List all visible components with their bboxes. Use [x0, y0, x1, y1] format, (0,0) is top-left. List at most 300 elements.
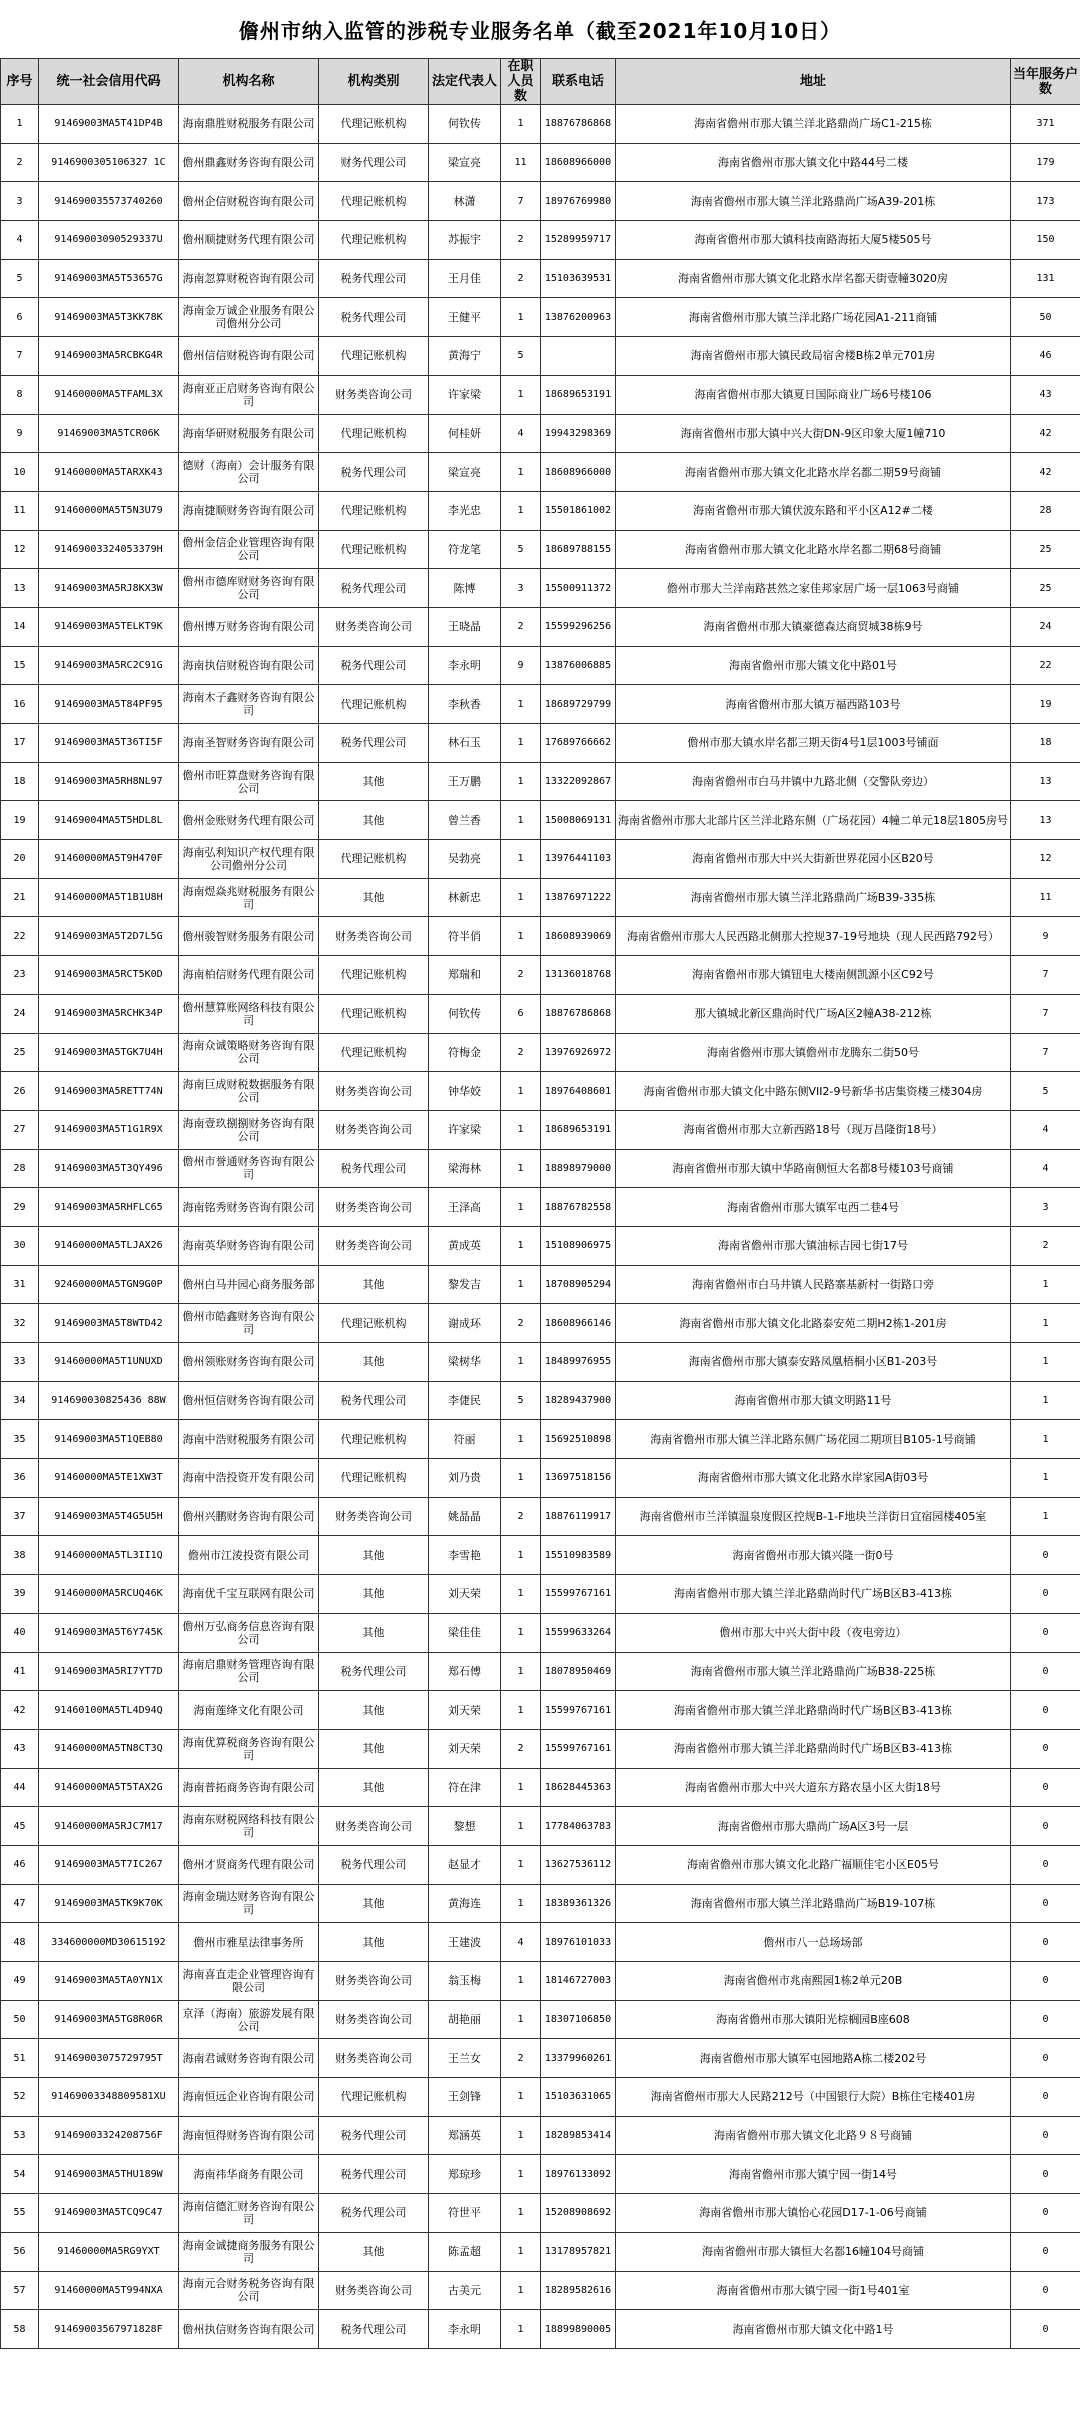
phone-cell: 18876119917 — [541, 1497, 616, 1536]
legal-rep-cell: 梁海林 — [429, 1149, 501, 1188]
col-legal-rep-header: 法定代表人 — [429, 59, 501, 105]
staff-count-cell: 1 — [501, 491, 541, 530]
address-cell: 海南省儋州市那大镇兰洋北路广场花园A1-211商铺 — [616, 298, 1011, 337]
org-name-cell: 海南恒远企业咨询有限公司 — [179, 2078, 319, 2117]
org-type-cell: 代理记账机构 — [319, 1304, 429, 1343]
org-name-cell: 儋州金信企业管理咨询有限公司 — [179, 530, 319, 569]
address-cell: 海南省儋州市那大北部片区兰洋北路东侧（广场花园）4幢二单元18层1805房号 — [616, 801, 1011, 840]
legal-rep-cell: 王建波 — [429, 1923, 501, 1962]
phone-cell: 13697518156 — [541, 1459, 616, 1498]
phone-cell: 18876782558 — [541, 1188, 616, 1227]
org-name-cell: 儋州万弘商务信息咨询有限公司 — [179, 1613, 319, 1652]
address-cell: 海南省儋州市那大中兴大道东方路农垦小区大街18号 — [616, 1768, 1011, 1807]
row-index-cell: 40 — [1, 1613, 39, 1652]
legal-rep-cell: 何钦传 — [429, 105, 501, 144]
table-row — [1, 2155, 1080, 2194]
staff-count-cell: 1 — [501, 1575, 541, 1614]
staff-count-cell: 1 — [501, 1884, 541, 1923]
phone-cell: 18689653191 — [541, 375, 616, 414]
credit-code-cell: 91469003090529337U — [39, 221, 179, 260]
table-row — [1, 1226, 1080, 1265]
org-type-cell: 其他 — [319, 1613, 429, 1652]
staff-count-cell: 1 — [501, 375, 541, 414]
table-row — [1, 1381, 1080, 1420]
credit-code-cell: 91469003MA5RETT74N — [39, 1072, 179, 1111]
staff-count-cell: 2 — [501, 1729, 541, 1768]
org-name-cell: 儋州市德库财财务咨询有限公司 — [179, 569, 319, 608]
staff-count-cell: 1 — [501, 2116, 541, 2155]
sheet-title: 儋州市纳入监管的涉税专业服务名单（截至2021年10月10日） — [0, 0, 1080, 59]
staff-count-cell: 1 — [501, 2232, 541, 2271]
address-cell: 海南省儋州市那大镇中华路南侧恒大名都8号楼103号商铺 — [616, 1149, 1011, 1188]
service-count-cell: 0 — [1011, 1962, 1080, 2001]
table-row — [1, 1768, 1080, 1807]
table-row — [1, 182, 1080, 221]
address-cell: 海南省儋州市那大镇民政局宿舍楼B栋2单元701房 — [616, 337, 1011, 376]
service-count-cell: 5 — [1011, 1072, 1080, 1111]
phone-cell: 13976441103 — [541, 840, 616, 879]
row-index-cell: 6 — [1, 298, 39, 337]
table-row — [1, 2194, 1080, 2233]
table-body — [1, 105, 1080, 2349]
phone-cell: 13876971222 — [541, 878, 616, 917]
service-count-cell: 371 — [1011, 105, 1080, 144]
address-cell: 海南省儋州市那大镇阳光棕榈园B座608 — [616, 2000, 1011, 2039]
address-cell: 海南省儋州市那大镇油标吉园七街17号 — [616, 1226, 1011, 1265]
legal-rep-cell: 郑琼珍 — [429, 2155, 501, 2194]
table-row — [1, 607, 1080, 646]
service-count-cell: 0 — [1011, 1729, 1080, 1768]
org-name-cell: 海南英华财务咨询有限公司 — [179, 1226, 319, 1265]
org-type-cell: 财务类咨询公司 — [319, 1072, 429, 1111]
table-row — [1, 143, 1080, 182]
legal-rep-cell: 林潇 — [429, 182, 501, 221]
phone-cell: 18876786868 — [541, 994, 616, 1033]
table-row — [1, 1072, 1080, 1111]
org-name-cell: 海南柏信财务代理有限公司 — [179, 956, 319, 995]
credit-code-cell: 91469003MA5TG8R06R — [39, 2000, 179, 2039]
credit-code-cell: 91469003MA5TK9K70K — [39, 1884, 179, 1923]
address-cell: 海南省儋州市那大镇恒大名都16幢104号商铺 — [616, 2232, 1011, 2271]
org-type-cell: 代理记账机构 — [319, 1459, 429, 1498]
credit-code-cell: 91460000MA5TARXK43 — [39, 453, 179, 492]
org-type-cell: 代理记账机构 — [319, 956, 429, 995]
org-name-cell: 儋州金账财务代理有限公司 — [179, 801, 319, 840]
legal-rep-cell: 陈博 — [429, 569, 501, 608]
row-index-cell: 44 — [1, 1768, 39, 1807]
legal-rep-cell: 王万鹏 — [429, 762, 501, 801]
address-cell: 海南省儋州市白马井镇中九路北侧（交警队旁边） — [616, 762, 1011, 801]
credit-code-cell: 91469003348809581XU — [39, 2078, 179, 2117]
table-row — [1, 105, 1080, 144]
credit-code-cell: 91460000MA5TN8CT3Q — [39, 1729, 179, 1768]
legal-rep-cell: 曾兰香 — [429, 801, 501, 840]
org-type-cell: 税务代理公司 — [319, 646, 429, 685]
credit-code-cell: 91460100MA5TL4D94Q — [39, 1691, 179, 1730]
org-type-cell: 财务类咨询公司 — [319, 2000, 429, 2039]
address-cell: 海南省儋州市那大人民西路北侧那大控规37-19号地块（现人民西路792号） — [616, 917, 1011, 956]
org-name-cell: 京泽（海南）旅游发展有限公司 — [179, 2000, 319, 2039]
legal-rep-cell: 符半俏 — [429, 917, 501, 956]
legal-rep-cell: 何桂妍 — [429, 414, 501, 453]
address-cell: 海南省儋州市那大立新西路18号（现万昌隆街18号） — [616, 1110, 1011, 1149]
staff-count-cell: 1 — [501, 878, 541, 917]
legal-rep-cell: 刘天荣 — [429, 1729, 501, 1768]
row-index-cell: 20 — [1, 840, 39, 879]
table-row — [1, 2078, 1080, 2117]
legal-rep-cell: 郑石傅 — [429, 1652, 501, 1691]
staff-count-cell: 2 — [501, 1497, 541, 1536]
service-count-cell: 7 — [1011, 1033, 1080, 1072]
table-row — [1, 414, 1080, 453]
legal-rep-cell: 李永明 — [429, 2310, 501, 2349]
credit-code-cell: 91469003MA5T3QY496 — [39, 1149, 179, 1188]
table-row — [1, 762, 1080, 801]
address-cell: 海南省儋州市那大镇文化中路44号二楼 — [616, 143, 1011, 182]
org-type-cell: 税务代理公司 — [319, 2310, 429, 2349]
address-cell: 海南省儋州市那大镇文化中路东侧VII2-9号新华书店集资楼三楼304房 — [616, 1072, 1011, 1111]
credit-code-cell: 91469003324208756F — [39, 2116, 179, 2155]
table-row — [1, 530, 1080, 569]
service-count-cell: 0 — [1011, 2000, 1080, 2039]
row-index-cell: 32 — [1, 1304, 39, 1343]
legal-rep-cell: 郑瑞和 — [429, 956, 501, 995]
org-type-cell: 其他 — [319, 2232, 429, 2271]
row-index-cell: 15 — [1, 646, 39, 685]
address-cell: 海南省儋州市那大镇科技南路海拓大厦5楼505号 — [616, 221, 1011, 260]
service-count-cell: 0 — [1011, 2232, 1080, 2271]
staff-count-cell: 2 — [501, 259, 541, 298]
phone-cell: 15599767161 — [541, 1691, 616, 1730]
org-name-cell: 儋州市雅星法律事务所 — [179, 1923, 319, 1962]
org-name-cell: 海南忽算财税咨询有限公司 — [179, 259, 319, 298]
org-type-cell: 税务代理公司 — [319, 2116, 429, 2155]
staff-count-cell: 1 — [501, 2194, 541, 2233]
row-index-cell: 12 — [1, 530, 39, 569]
row-index-cell: 7 — [1, 337, 39, 376]
phone-cell: 15599633264 — [541, 1613, 616, 1652]
org-type-cell: 代理记账机构 — [319, 491, 429, 530]
service-count-cell: 9 — [1011, 917, 1080, 956]
staff-count-cell: 2 — [501, 607, 541, 646]
table-row — [1, 453, 1080, 492]
row-index-cell: 4 — [1, 221, 39, 260]
staff-count-cell: 2 — [501, 1033, 541, 1072]
staff-count-cell: 2 — [501, 1304, 541, 1343]
credit-code-cell: 91469003MA5T1QEB80 — [39, 1420, 179, 1459]
org-name-cell: 儋州博万财务咨询有限公司 — [179, 607, 319, 646]
col-service-count-header: 当年服务户数 — [1011, 59, 1080, 105]
address-cell: 海南省儋州市那大镇文化北路水岸家园A街03号 — [616, 1459, 1011, 1498]
col-credit-code-header: 统一社会信用代码 — [39, 59, 179, 105]
org-type-cell: 税务代理公司 — [319, 298, 429, 337]
phone-cell: 18976101033 — [541, 1923, 616, 1962]
service-list-table — [0, 58, 1080, 2349]
address-cell: 海南省儋州市那大镇文化北路水岸名都二期59号商铺 — [616, 453, 1011, 492]
org-type-cell: 代理记账机构 — [319, 530, 429, 569]
org-name-cell: 海南喜直走企业管理咨询有限公司 — [179, 1962, 319, 2001]
header-row — [1, 59, 1080, 105]
legal-rep-cell: 刘天荣 — [429, 1575, 501, 1614]
credit-code-cell: 91469003MA5T7IC267 — [39, 1845, 179, 1884]
legal-rep-cell: 钟华姣 — [429, 1072, 501, 1111]
staff-count-cell: 1 — [501, 2000, 541, 2039]
legal-rep-cell: 许家梁 — [429, 375, 501, 414]
service-count-cell: 0 — [1011, 2116, 1080, 2155]
org-name-cell: 海南鼎胜财税服务有限公司 — [179, 105, 319, 144]
service-count-cell: 1 — [1011, 1497, 1080, 1536]
service-count-cell: 1 — [1011, 1420, 1080, 1459]
address-cell: 海南省儋州市那大镇兰洋北路鼎尚时代广场B区B3-413栋 — [616, 1691, 1011, 1730]
credit-code-cell: 91469003MA5RCT5K0D — [39, 956, 179, 995]
org-name-cell: 海南莲绛文化有限公司 — [179, 1691, 319, 1730]
row-index-cell: 45 — [1, 1807, 39, 1846]
phone-cell: 15501861002 — [541, 491, 616, 530]
credit-code-cell: 91469003075729795T — [39, 2039, 179, 2078]
org-type-cell: 财务代理公司 — [319, 143, 429, 182]
credit-code-cell: 91469003MA5TELKT9K — [39, 607, 179, 646]
org-name-cell: 德财（海南）会计服务有限公司 — [179, 453, 319, 492]
service-count-cell: 0 — [1011, 1768, 1080, 1807]
org-type-cell: 其他 — [319, 1923, 429, 1962]
staff-count-cell: 2 — [501, 2039, 541, 2078]
legal-rep-cell: 许家梁 — [429, 1110, 501, 1149]
service-count-cell: 0 — [1011, 2039, 1080, 2078]
address-cell: 海南省儋州市那大镇宁园一街14号 — [616, 2155, 1011, 2194]
phone-cell: 18689729799 — [541, 685, 616, 724]
org-type-cell: 代理记账机构 — [319, 337, 429, 376]
credit-code-cell: 91460000MA5T5TAX2G — [39, 1768, 179, 1807]
org-name-cell: 海南优千宝互联网有限公司 — [179, 1575, 319, 1614]
legal-rep-cell: 郑涵英 — [429, 2116, 501, 2155]
org-type-cell: 财务类咨询公司 — [319, 1110, 429, 1149]
staff-count-cell: 3 — [501, 569, 541, 608]
org-type-cell: 代理记账机构 — [319, 1420, 429, 1459]
row-index-cell: 33 — [1, 1343, 39, 1382]
staff-count-cell: 6 — [501, 994, 541, 1033]
phone-cell: 17689766662 — [541, 724, 616, 763]
service-count-cell: 0 — [1011, 2271, 1080, 2310]
staff-count-cell: 1 — [501, 105, 541, 144]
address-cell: 儋州市那大镇水岸名都三期天街4号1层1003号铺面 — [616, 724, 1011, 763]
row-index-cell: 47 — [1, 1884, 39, 1923]
row-index-cell: 49 — [1, 1962, 39, 2001]
phone-cell: 18608966000 — [541, 453, 616, 492]
service-count-cell: 18 — [1011, 724, 1080, 763]
org-name-cell: 海南煜焱兆财税服务有限公司 — [179, 878, 319, 917]
credit-code-cell: 91460000MA5T5N3U79 — [39, 491, 179, 530]
org-type-cell: 代理记账机构 — [319, 414, 429, 453]
table-row — [1, 1691, 1080, 1730]
service-count-cell: 13 — [1011, 762, 1080, 801]
phone-cell: 17784063783 — [541, 1807, 616, 1846]
org-name-cell: 海南亚正启财务咨询有限公司 — [179, 375, 319, 414]
legal-rep-cell: 王健平 — [429, 298, 501, 337]
org-type-cell: 代理记账机构 — [319, 105, 429, 144]
address-cell: 儋州市那大兰洋南路甚然之家佳邦家居广场一层1063号商铺 — [616, 569, 1011, 608]
credit-code-cell: 91469003MA5T8WTD42 — [39, 1304, 179, 1343]
service-count-cell: 0 — [1011, 2078, 1080, 2117]
service-count-cell: 13 — [1011, 801, 1080, 840]
org-name-cell: 海南弘利知识产权代理有限公司儋州分公司 — [179, 840, 319, 879]
row-index-cell: 46 — [1, 1845, 39, 1884]
row-index-cell: 26 — [1, 1072, 39, 1111]
org-name-cell: 儋州顺捷财务代理有限公司 — [179, 221, 319, 260]
table-row — [1, 2310, 1080, 2349]
staff-count-cell: 1 — [501, 298, 541, 337]
staff-count-cell: 1 — [501, 1343, 541, 1382]
org-type-cell: 税务代理公司 — [319, 1845, 429, 1884]
legal-rep-cell: 姚晶晶 — [429, 1497, 501, 1536]
address-cell: 海南省儋州市那大镇宁园一街1号401室 — [616, 2271, 1011, 2310]
phone-cell: 18899890005 — [541, 2310, 616, 2349]
credit-code-cell: 914690030825436 88W — [39, 1381, 179, 1420]
org-type-cell: 财务类咨询公司 — [319, 1497, 429, 1536]
phone-cell: 13876200963 — [541, 298, 616, 337]
service-count-cell: 0 — [1011, 2155, 1080, 2194]
legal-rep-cell: 梁宣亮 — [429, 143, 501, 182]
org-name-cell: 海南君诚财务咨询有限公司 — [179, 2039, 319, 2078]
org-type-cell: 其他 — [319, 1575, 429, 1614]
table-row — [1, 221, 1080, 260]
address-cell: 海南省儋州市那大镇豪德森达商贸城38栋9号 — [616, 607, 1011, 646]
row-index-cell: 30 — [1, 1226, 39, 1265]
phone-cell: 13876006885 — [541, 646, 616, 685]
legal-rep-cell: 符在津 — [429, 1768, 501, 1807]
row-index-cell: 42 — [1, 1691, 39, 1730]
phone-cell: 15108906975 — [541, 1226, 616, 1265]
org-type-cell: 财务类咨询公司 — [319, 1188, 429, 1227]
org-name-cell: 儋州白马井园心商务服务部 — [179, 1265, 319, 1304]
credit-code-cell: 91469003MA5RI7YT7D — [39, 1652, 179, 1691]
row-index-cell: 13 — [1, 569, 39, 608]
table-row — [1, 956, 1080, 995]
org-name-cell: 海南众诚策略财务咨询有限公司 — [179, 1033, 319, 1072]
org-name-cell: 儋州市誉通财务咨询有限公司 — [179, 1149, 319, 1188]
credit-code-cell: 91460000MA5TE1XW3T — [39, 1459, 179, 1498]
org-name-cell: 儋州市旺算盘财务咨询有限公司 — [179, 762, 319, 801]
phone-cell: 18289437900 — [541, 1381, 616, 1420]
staff-count-cell: 1 — [501, 1420, 541, 1459]
staff-count-cell: 4 — [501, 414, 541, 453]
org-name-cell: 海南铭秀财务咨询有限公司 — [179, 1188, 319, 1227]
table-row — [1, 298, 1080, 337]
org-type-cell: 财务类咨询公司 — [319, 917, 429, 956]
org-type-cell: 税务代理公司 — [319, 453, 429, 492]
service-count-cell: 12 — [1011, 840, 1080, 879]
legal-rep-cell: 李光忠 — [429, 491, 501, 530]
staff-count-cell: 1 — [501, 1652, 541, 1691]
row-index-cell: 2 — [1, 143, 39, 182]
credit-code-cell: 91460000MA5T9H470F — [39, 840, 179, 879]
org-type-cell: 税务代理公司 — [319, 2194, 429, 2233]
credit-code-cell: 91469003MA5T41DP4B — [39, 105, 179, 144]
phone-cell: 18976133092 — [541, 2155, 616, 2194]
table-row — [1, 2000, 1080, 2039]
org-type-cell: 代理记账机构 — [319, 221, 429, 260]
address-cell: 海南省儋州市那大镇文明路11号 — [616, 1381, 1011, 1420]
service-count-cell: 1 — [1011, 1265, 1080, 1304]
address-cell: 海南省儋州市那大人民路212号（中国银行大院）B栋住宅楼401房 — [616, 2078, 1011, 2117]
staff-count-cell: 1 — [501, 1613, 541, 1652]
table-row — [1, 1033, 1080, 1072]
staff-count-cell: 5 — [501, 530, 541, 569]
legal-rep-cell: 王剑锋 — [429, 2078, 501, 2117]
row-index-cell: 21 — [1, 878, 39, 917]
org-name-cell: 海南华研财税服务有限公司 — [179, 414, 319, 453]
service-count-cell: 11 — [1011, 878, 1080, 917]
staff-count-cell: 2 — [501, 956, 541, 995]
org-name-cell: 海南木子鑫财务咨询有限公司 — [179, 685, 319, 724]
org-type-cell: 其他 — [319, 762, 429, 801]
address-cell: 海南省儋州市那大镇兰洋北路东侧广场花园二期项目B105-1号商铺 — [616, 1420, 1011, 1459]
table-row — [1, 1575, 1080, 1614]
legal-rep-cell: 林新忠 — [429, 878, 501, 917]
phone-cell: 18289582616 — [541, 2271, 616, 2310]
org-name-cell: 儋州兴鹏财务咨询有限公司 — [179, 1497, 319, 1536]
org-type-cell: 代理记账机构 — [319, 685, 429, 724]
org-type-cell: 税务代理公司 — [319, 259, 429, 298]
address-cell: 海南省儋州市那大镇兰洋北路鼎尚广场B38-225栋 — [616, 1652, 1011, 1691]
address-cell: 海南省儋州市白马井镇人民路寨基新村一街路口旁 — [616, 1265, 1011, 1304]
table-row — [1, 1729, 1080, 1768]
org-name-cell: 海南信德汇财务咨询有限公司 — [179, 2194, 319, 2233]
address-cell: 海南省儋州市那大镇伏波东路和平小区A12#二楼 — [616, 491, 1011, 530]
service-count-cell: 3 — [1011, 1188, 1080, 1227]
staff-count-cell: 1 — [501, 1072, 541, 1111]
org-name-cell: 海南巨成财税数据服务有限公司 — [179, 1072, 319, 1111]
phone-cell: 15692510898 — [541, 1420, 616, 1459]
service-count-cell: 1 — [1011, 1343, 1080, 1382]
address-cell: 海南省儋州市那大镇文化北路广福顺佳宅小区E05号 — [616, 1845, 1011, 1884]
credit-code-cell: 91469003MA5T4G5U5H — [39, 1497, 179, 1536]
phone-cell: 15599767161 — [541, 1575, 616, 1614]
row-index-cell: 37 — [1, 1497, 39, 1536]
phone-cell: 15289959717 — [541, 221, 616, 260]
legal-rep-cell: 王泽高 — [429, 1188, 501, 1227]
staff-count-cell: 1 — [501, 840, 541, 879]
credit-code-cell: 91469003MA5TGK7U4H — [39, 1033, 179, 1072]
staff-count-cell: 5 — [501, 337, 541, 376]
phone-cell: 18489976955 — [541, 1343, 616, 1382]
table-row — [1, 1845, 1080, 1884]
phone-cell: 18307106850 — [541, 2000, 616, 2039]
row-index-cell: 43 — [1, 1729, 39, 1768]
address-cell: 海南省儋州市那大鼎尚广场A区3号一层 — [616, 1807, 1011, 1846]
address-cell: 海南省儋州市那大镇泰安路凤凰梧桐小区B1-203号 — [616, 1343, 1011, 1382]
address-cell: 海南省儋州市那大镇文化北路水岸名都二期68号商铺 — [616, 530, 1011, 569]
staff-count-cell: 1 — [501, 1110, 541, 1149]
col-org-name-header: 机构名称 — [179, 59, 319, 105]
legal-rep-cell: 李倢民 — [429, 1381, 501, 1420]
staff-count-cell: 4 — [501, 1923, 541, 1962]
credit-code-cell: 91460000MA5RG9YXT — [39, 2232, 179, 2271]
phone-cell: 18608966000 — [541, 143, 616, 182]
credit-code-cell: 91469004MA5T5HDL8L — [39, 801, 179, 840]
credit-code-cell: 9146900305106327 1C — [39, 143, 179, 182]
legal-rep-cell: 符梅金 — [429, 1033, 501, 1072]
phone-cell: 18078950469 — [541, 1652, 616, 1691]
row-index-cell: 51 — [1, 2039, 39, 2078]
org-type-cell: 税务代理公司 — [319, 2155, 429, 2194]
table-row — [1, 1536, 1080, 1575]
credit-code-cell: 91469003567971828F — [39, 2310, 179, 2349]
org-type-cell: 财务类咨询公司 — [319, 1226, 429, 1265]
org-type-cell: 代理记账机构 — [319, 840, 429, 879]
legal-rep-cell: 梁宣亮 — [429, 453, 501, 492]
row-index-cell: 19 — [1, 801, 39, 840]
address-cell: 海南省儋州市那大镇兰洋北路鼎尚时代广场B区B3-413栋 — [616, 1729, 1011, 1768]
